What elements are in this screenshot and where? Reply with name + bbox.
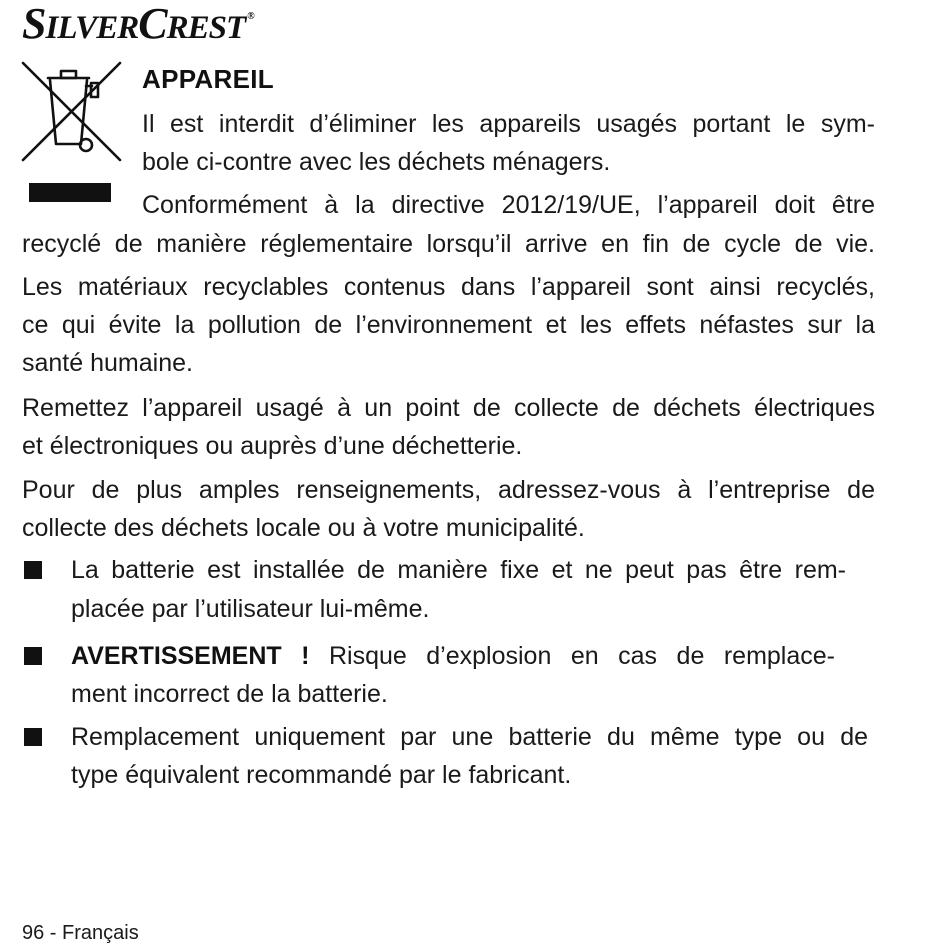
paragraph-line: Remettez l’appareil usagé à un point de collecte de déchets électriques	[22, 394, 875, 422]
paragraph-line: Conformément à la directive 2012/19/UE, l’appareil doit être	[142, 191, 875, 219]
paragraph-line: collecte des déchets locale ou à votre municipalité.	[22, 514, 585, 542]
bullet-line: placée par l’utilisateur lui-même.	[71, 595, 430, 623]
bullet-line: ment incorrect de la batterie.	[71, 680, 388, 708]
section-heading: APPAREIL	[142, 64, 274, 94]
bullet-line: La batterie est installée de manière fixe et ne peut pas être rem-	[71, 556, 846, 584]
crossed-out-wheelie-bin-icon	[20, 60, 124, 170]
bullet-line: AVERTISSEMENT ! Risque d’explosion en cas de remplace-	[71, 642, 835, 670]
paragraph-line: et électroniques ou auprès d’une déchetterie.	[22, 432, 523, 460]
weee-marking-bar	[29, 183, 111, 202]
paragraph-line: Les matériaux recyclables contenus dans l’appareil sont ainsi recyclés,	[22, 273, 875, 301]
square-bullet-icon	[24, 728, 42, 746]
paragraph-line: bole ci-contre avec les déchets ménagers.	[142, 148, 611, 176]
paragraph-line: Il est interdit d’éliminer les appareils usagés portant le sym-	[142, 110, 875, 138]
page-number: 96 - Français	[22, 922, 139, 944]
warning-label: AVERTISSEMENT !	[71, 642, 310, 670]
paragraph-line: Pour de plus amples renseignements, adressez-vous à l’entreprise de	[22, 476, 875, 504]
bullet-line: type équivalent recommandé par le fabricant.	[71, 761, 572, 789]
bullet-line: Remplacement uniquement par une batterie du même type ou de	[71, 723, 868, 751]
paragraph-line: ce qui évite la pollution de l’environnement et les effets néfastes sur la	[22, 311, 875, 339]
square-bullet-icon	[24, 561, 42, 579]
square-bullet-icon	[24, 647, 42, 665]
paragraph-line: santé humaine.	[22, 349, 193, 377]
silvercrest-logo: SILVERCREST ®	[22, 0, 254, 48]
paragraph-line: recyclé de manière réglementaire lorsqu’il arrive en fin de cycle de vie.	[22, 230, 875, 258]
